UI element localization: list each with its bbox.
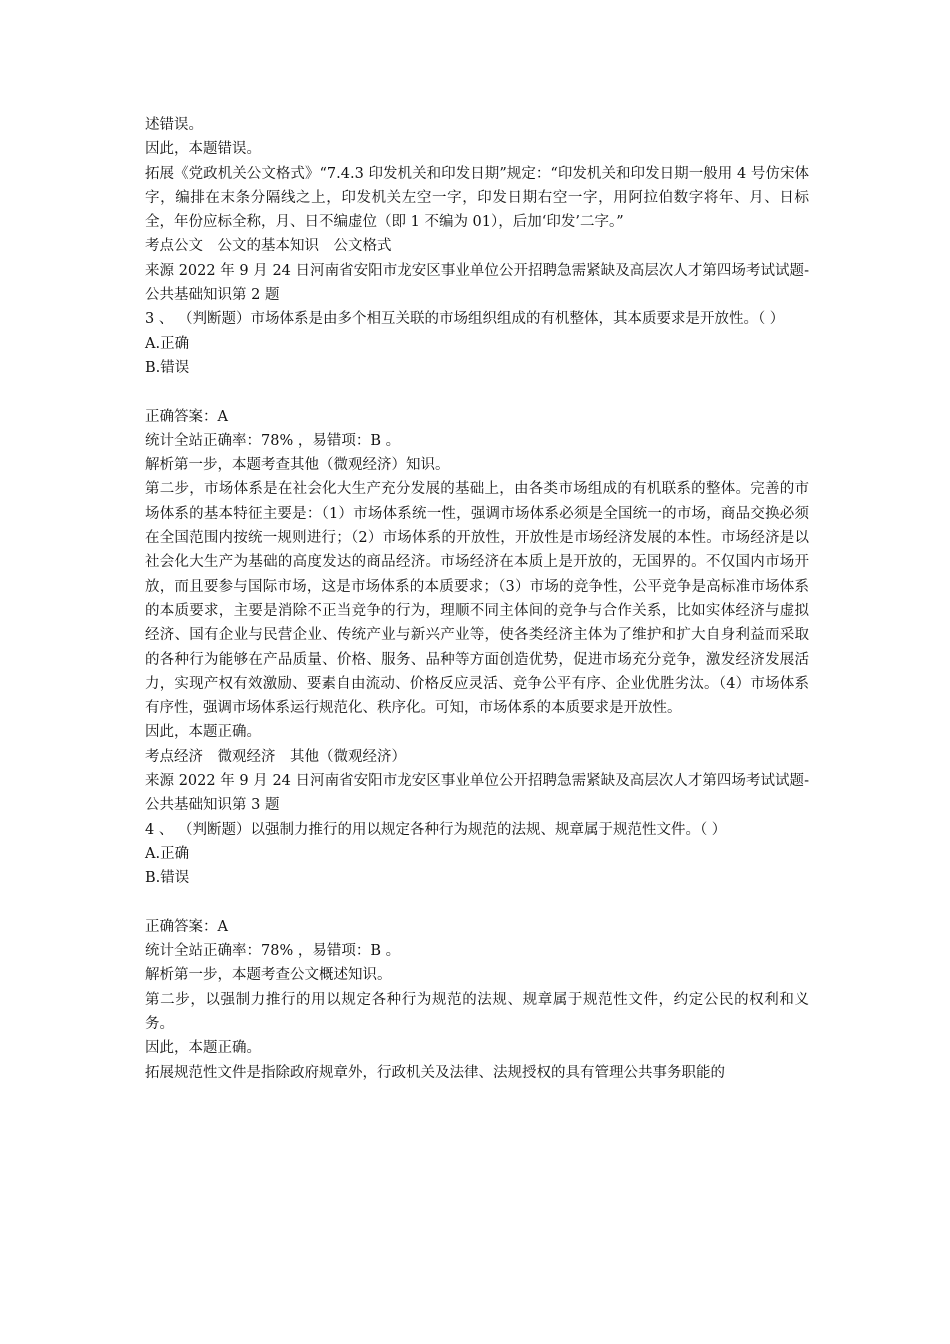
q2-conclusion: 因此，本题错误。 — [145, 141, 261, 158]
q3-keypoint: 考点经济 微观经济 其他（微观经济） — [145, 748, 406, 765]
q4-option-a: A.正确 — [145, 845, 190, 862]
q4-extension: 拓展规范性文件是指除政府规章外，行政机关及法律、法规授权的具有管理公共事务职能的 — [145, 1064, 725, 1081]
spacer — [145, 891, 809, 915]
q3-option-a: A.正确 — [145, 335, 190, 352]
q4-analysis-step2: 第二步，以强制力推行的用以规定各种行为规范的法规、规章属于规范性文件，约定公民的权利和义务。 — [145, 991, 809, 1032]
q4-analysis-step1: 解析第一步，本题考查公文概述知识。 — [145, 967, 392, 984]
q3-stats: 统计全站正确率：78% ，易错项：B 。 — [145, 432, 401, 449]
spacer — [145, 380, 809, 404]
q3-answer: 正确答案：A — [145, 408, 228, 425]
q4-option-b: B.错误 — [145, 870, 190, 887]
q2-keypoint: 考点公文 公文的基本知识 公文格式 — [145, 238, 392, 255]
q3-option-b: B.错误 — [145, 359, 190, 376]
q4-conclusion: 因此，本题正确。 — [145, 1040, 261, 1057]
q3-source: 来源 2022 年 9 月 24 日河南省安阳市龙安区事业单位公开招聘急需紧缺及高层次人才第四场考试试题-公共基础知识第 3 题 — [145, 773, 809, 814]
q2-source: 来源 2022 年 9 月 24 日河南省安阳市龙安区事业单位公开招聘急需紧缺及高层次人才第四场考试试题-公共基础知识第 2 题 — [145, 262, 809, 304]
q3-conclusion: 因此，本题正确。 — [145, 724, 261, 741]
q4-question: 4 、 （判断题）以强制力推行的用以规定各种行为规范的法规、规章属于规范性文件。（ ） — [145, 821, 727, 838]
q2-text-tail: 述错误。 — [145, 117, 203, 133]
q4-answer: 正确答案：A — [145, 918, 228, 935]
q3-question: 3 、 （判断题）市场体系是由多个相互关联的市场组织组成的有机整体，其本质要求是开放性。（ ） — [145, 311, 785, 328]
q4-stats: 统计全站正确率：78% ，易错项：B 。 — [145, 943, 401, 960]
q2-extension: 拓展《党政机关公文格式》“7.4.3 印发机关和印发日期”规定：“印发机关和印发日期一般用 4 号仿宋体字，编排在末条分隔线之上，印发机关左空一字，印发日期右空一字，用阿拉伯数字将年、月、日标全，年份应标全称，月、日不编虚位（即 1 不编为 01），后加‘印发’二字。” — [145, 165, 809, 231]
q3-analysis-step2: 第二步，市场体系是在社会化大生产充分发展的基础上，由各类市场组成的有机联系的整体。完善的市场体系的基本特征主要是：（1）市场体系统一性，强调市场体系必须是全国统一的市场，商品交换必须在全国范围内按统一规则进行；（2）市场体系的开放性，开放性是市场经济发展的本性。市场经济是以社会化大生产为基础的高度发达的商品经济。市场经济在本质上是开放的，无国界的。不仅国内市场开放，而且要参与国际市场，这是市场体系的本质要求；（3）市场的竞争性，公平竞争是高标准市场体系的本质要求，主要是消除不正当竞争的行为，理顺不同主体间的竞争与合作关系，比如实体经济与虚拟经济、国有企业与民营企业、传统产业与新兴产业等，使各类经济主体为了维护和扩大自身利益而采取的各种行为能够在产品质量、价格、服务、品种等方面创造优势，促进市场充分竞争，激发经济发展活力，实现产权有效激励、要素自由流动、价格反应灵活、竞争公平有序、企业优胜劣汰。（4）市场体系有序性，强调市场体系运行规范化、秩序化。可知，市场体系的本质要求是开放性。 — [145, 481, 809, 717]
q3-analysis-step1: 解析第一步，本题考查其他（微观经济）知识。 — [145, 457, 450, 474]
document-page — [145, 113, 809, 1085]
